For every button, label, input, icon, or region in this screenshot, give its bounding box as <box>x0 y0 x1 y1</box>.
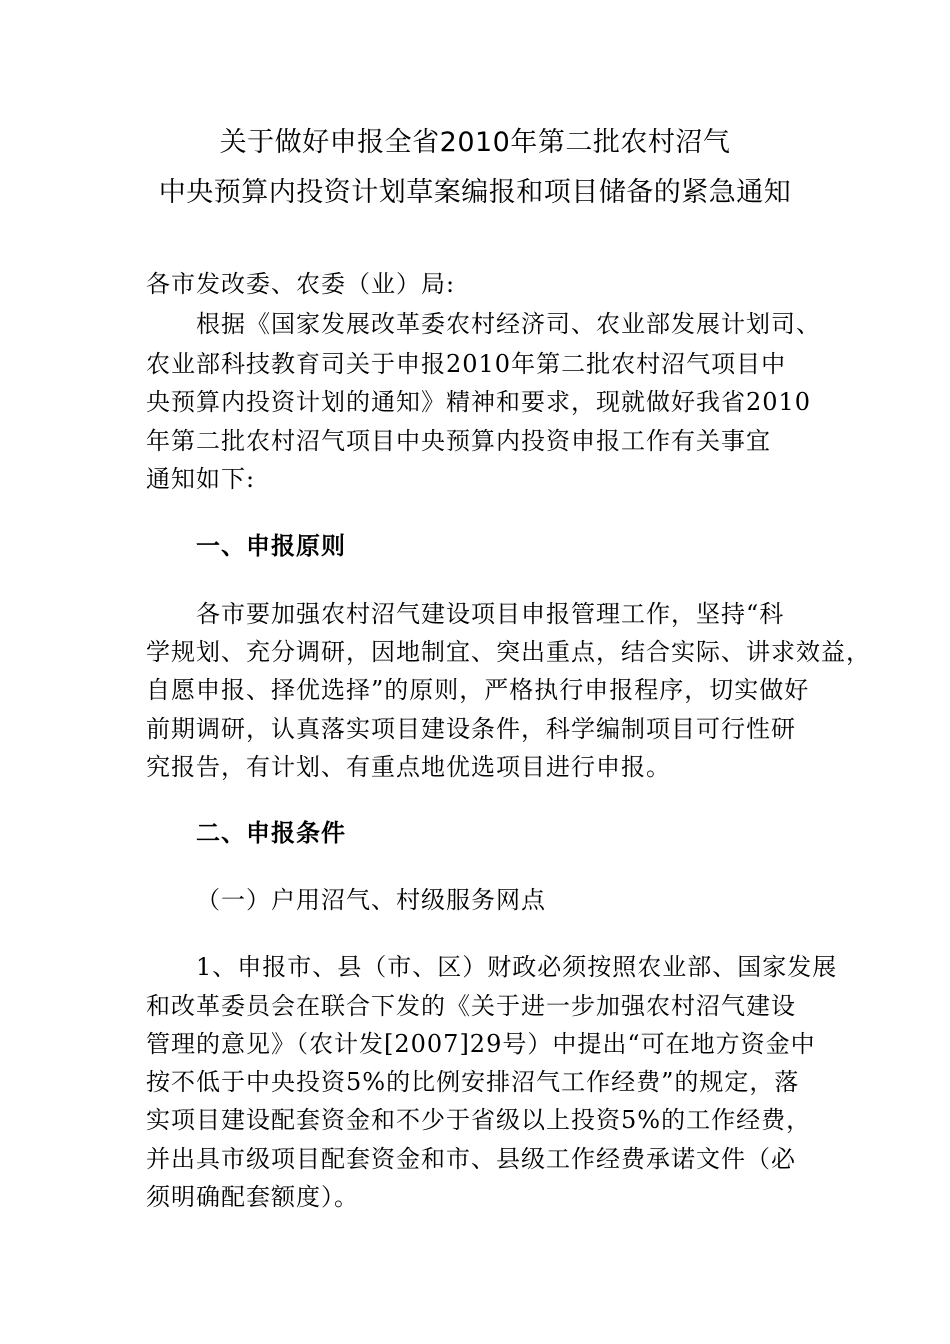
intro-line: 央预算内投资计划的通知》精神和要求，现就做好我省2010 <box>146 388 812 416</box>
item1-line: 和改革委员会在联合下发的《关于进一步加强农村沼气建设 <box>146 992 796 1020</box>
item1-line: 管理的意见》（农计发[2007]29号）中提出“可在地方资金中 <box>146 1030 816 1058</box>
section1-line: 学规划、充分调研，因地制宜、突出重点，结合实际、讲求效益， <box>146 638 871 666</box>
item1-line: 实项目建设配套资金和不少于省级以上投资5%的工作经费， <box>146 1106 812 1134</box>
item1-line: 并出具市级项目配套资金和市、县级工作经费承诺文件（必 <box>146 1145 796 1173</box>
intro-line: 通知如下: <box>146 465 256 493</box>
item1-line: 须明确配套额度）。 <box>146 1183 359 1211</box>
section1-line: 究报告，有计划、有重点地优选项目进行申报。 <box>146 753 671 781</box>
salutation: 各市发改委、农委（业）局: <box>146 270 456 298</box>
document-title-line-2: 中央预算内投资计划草案编报和项目储备的紧急通知 <box>158 177 792 208</box>
section-heading-principles: 一、申报原则 <box>196 532 346 560</box>
document-title-line-1: 关于做好申报全省2010年第二批农村沼气 <box>219 127 731 158</box>
section-heading-conditions: 二、申报条件 <box>196 819 346 847</box>
item1-line: 1、申报市、县（市、区）财政必须按照农业部、国家发展 <box>196 953 838 981</box>
intro-line: 年第二批农村沼气项目中央预算内投资申报工作有关事宜 <box>146 427 771 455</box>
intro-line: 农业部科技教育司关于申报2010年第二批农村沼气项目中 <box>146 350 787 378</box>
section1-line: 各市要加强农村沼气建设项目申报管理工作，坚持“科 <box>196 600 785 628</box>
section1-line: 前期调研，认真落实项目建设条件，科学编制项目可行性研 <box>146 715 796 743</box>
section1-line: 自愿申报、择优选择”的原则，严格执行申报程序，切实做好 <box>146 676 810 704</box>
item1-line: 按不低于中央投资5%的比例安排沼气工作经费”的规定，落 <box>146 1068 800 1096</box>
intro-line: 根据《国家发展改革委农村经济司、农业部发展计划司、 <box>196 310 821 338</box>
subsection-heading: （一）户用沼气、村级服务网点 <box>196 886 546 914</box>
